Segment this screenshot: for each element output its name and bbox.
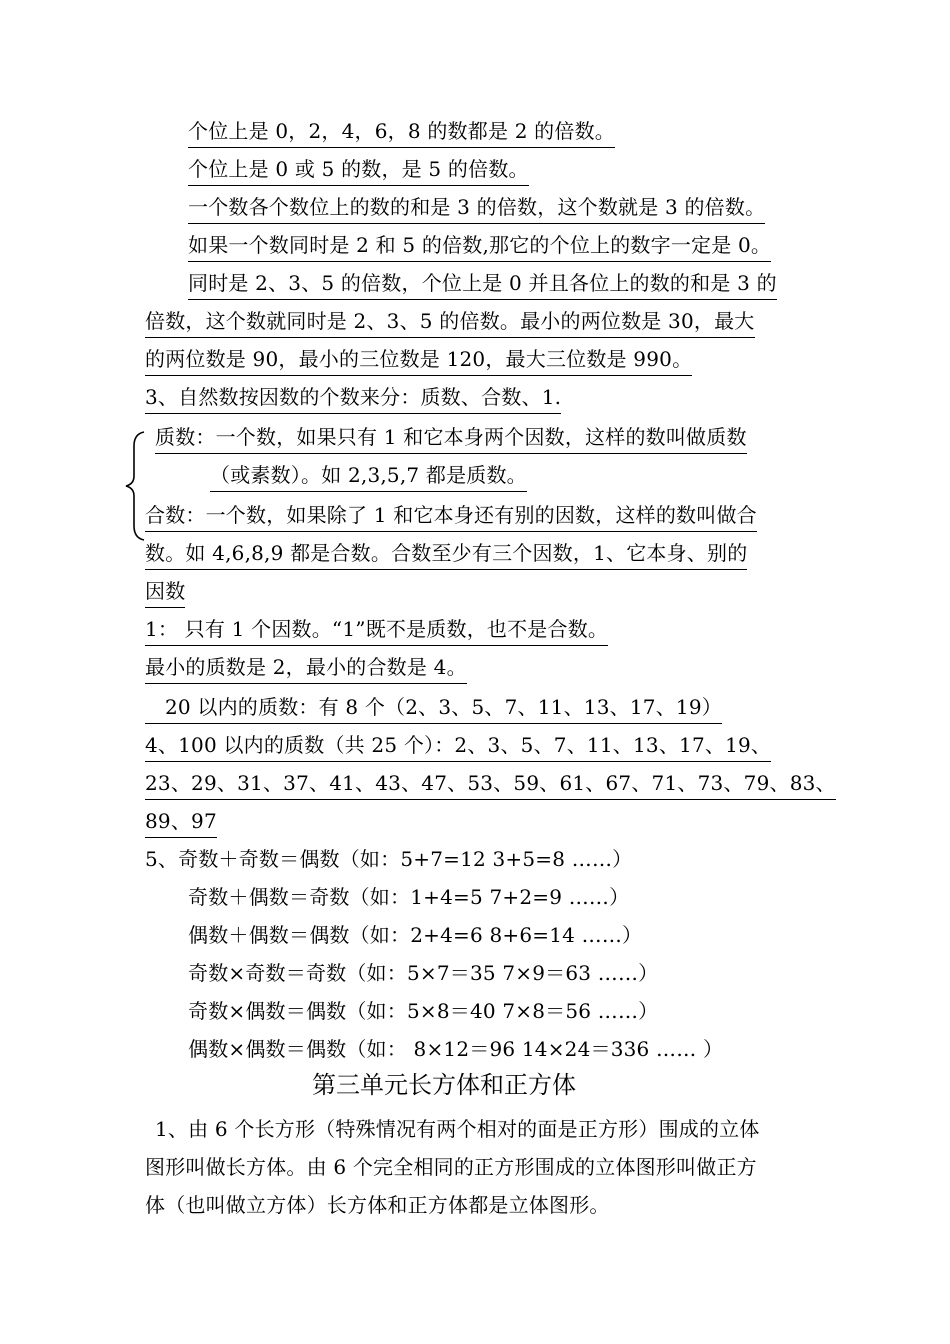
- even-times-even-rule: 偶数×偶数＝偶数（如： 8×12＝96 14×24＝336 …… ）: [188, 1037, 724, 1061]
- primes-within-100-line2: 23、29、31、37、41、43、47、53、59、61、67、71、73、79、83、: [145, 770, 836, 800]
- composite-definition-line2: 数。如 4,6,8,9 都是合数。合数至少有三个因数，1、它本身、别的: [145, 540, 747, 570]
- composite-definition-line1: 合数：一个数，如果除了 1 和它本身还有别的因数，这样的数叫做合: [145, 502, 757, 532]
- composite-definition-line3: 因数: [145, 578, 185, 608]
- smallest-prime-composite: 最小的质数是 2，最小的合数是 4。: [145, 654, 467, 684]
- even-plus-even-rule: 偶数＋偶数＝偶数（如：2+4=6 8+6=14 ……）: [188, 923, 643, 947]
- primes-within-100-line3: 89、97: [145, 808, 217, 838]
- number-one-note: 1： 只有 1 个因数。“1”既不是质数，也不是合数。: [145, 616, 608, 646]
- odd-times-even-rule: 奇数×偶数＝偶数（如：5×8＝40 7×8＝56 ……）: [188, 999, 659, 1023]
- odd-plus-odd-rule: 5、奇数＋奇数＝偶数（如：5+7=12 3+5=8 ……）: [145, 847, 633, 871]
- section-3-title: 3、自然数按因数的个数来分：质数、合数、1.: [145, 384, 561, 414]
- primes-within-100-line1: 4、100 以内的质数（共 25 个）：2、3、5、7、11、13、17、19、: [145, 732, 771, 762]
- cuboid-definition-line2: 图形叫做长方体。由 6 个完全相同的正方形围成的立体图形叫做正方: [145, 1155, 757, 1179]
- multiples-of-3-rule: 一个数各个数位上的数的和是 3 的倍数，这个数就是 3 的倍数。: [188, 194, 765, 224]
- cuboid-definition-line3: 体（也叫做立方体）长方体和正方体都是立体图形。: [145, 1193, 610, 1217]
- prime-definition-line2: （或素数）。如 2,3,5,7 都是质数。: [210, 462, 527, 492]
- prime-definition-line1: 质数：一个数，如果只有 1 和它本身两个因数，这样的数叫做质数: [155, 424, 747, 454]
- cuboid-definition-line1: 1、由 6 个长方形（特殊情况有两个相对的面是正方形）围成的立体: [155, 1117, 760, 1141]
- multiples-of-2-3-5-rule-line3: 的两位数是 90，最小的三位数是 120，最大三位数是 990。: [145, 346, 692, 376]
- odd-times-odd-rule: 奇数×奇数＝奇数（如：5×7＝35 7×9＝63 ……）: [188, 961, 659, 985]
- multiples-of-2-3-5-rule-line1: 同时是 2、3、5 的倍数，个位上是 0 并且各位上的数的和是 3 的: [188, 270, 777, 300]
- odd-plus-even-rule: 奇数＋偶数＝奇数（如：1+4=5 7+2=9 ……）: [188, 885, 630, 909]
- multiples-of-2-3-5-rule-line2: 倍数，这个数就同时是 2、3、5 的倍数。最小的两位数是 30，最大: [145, 308, 755, 338]
- primes-within-20: 20 以内的质数：有 8 个（2、3、5、7、11、13、17、19）: [145, 694, 722, 724]
- multiples-of-2-and-5-rule: 如果一个数同时是 2 和 5 的倍数,那它的个位上的数字一定是 0。: [188, 232, 771, 262]
- multiples-of-2-rule: 个位上是 0，2，4，6，8 的数都是 2 的倍数。: [188, 118, 615, 148]
- unit-3-heading: 第三单元长方体和正方体: [312, 1071, 576, 1099]
- multiples-of-5-rule: 个位上是 0 或 5 的数，是 5 的倍数。: [188, 156, 529, 186]
